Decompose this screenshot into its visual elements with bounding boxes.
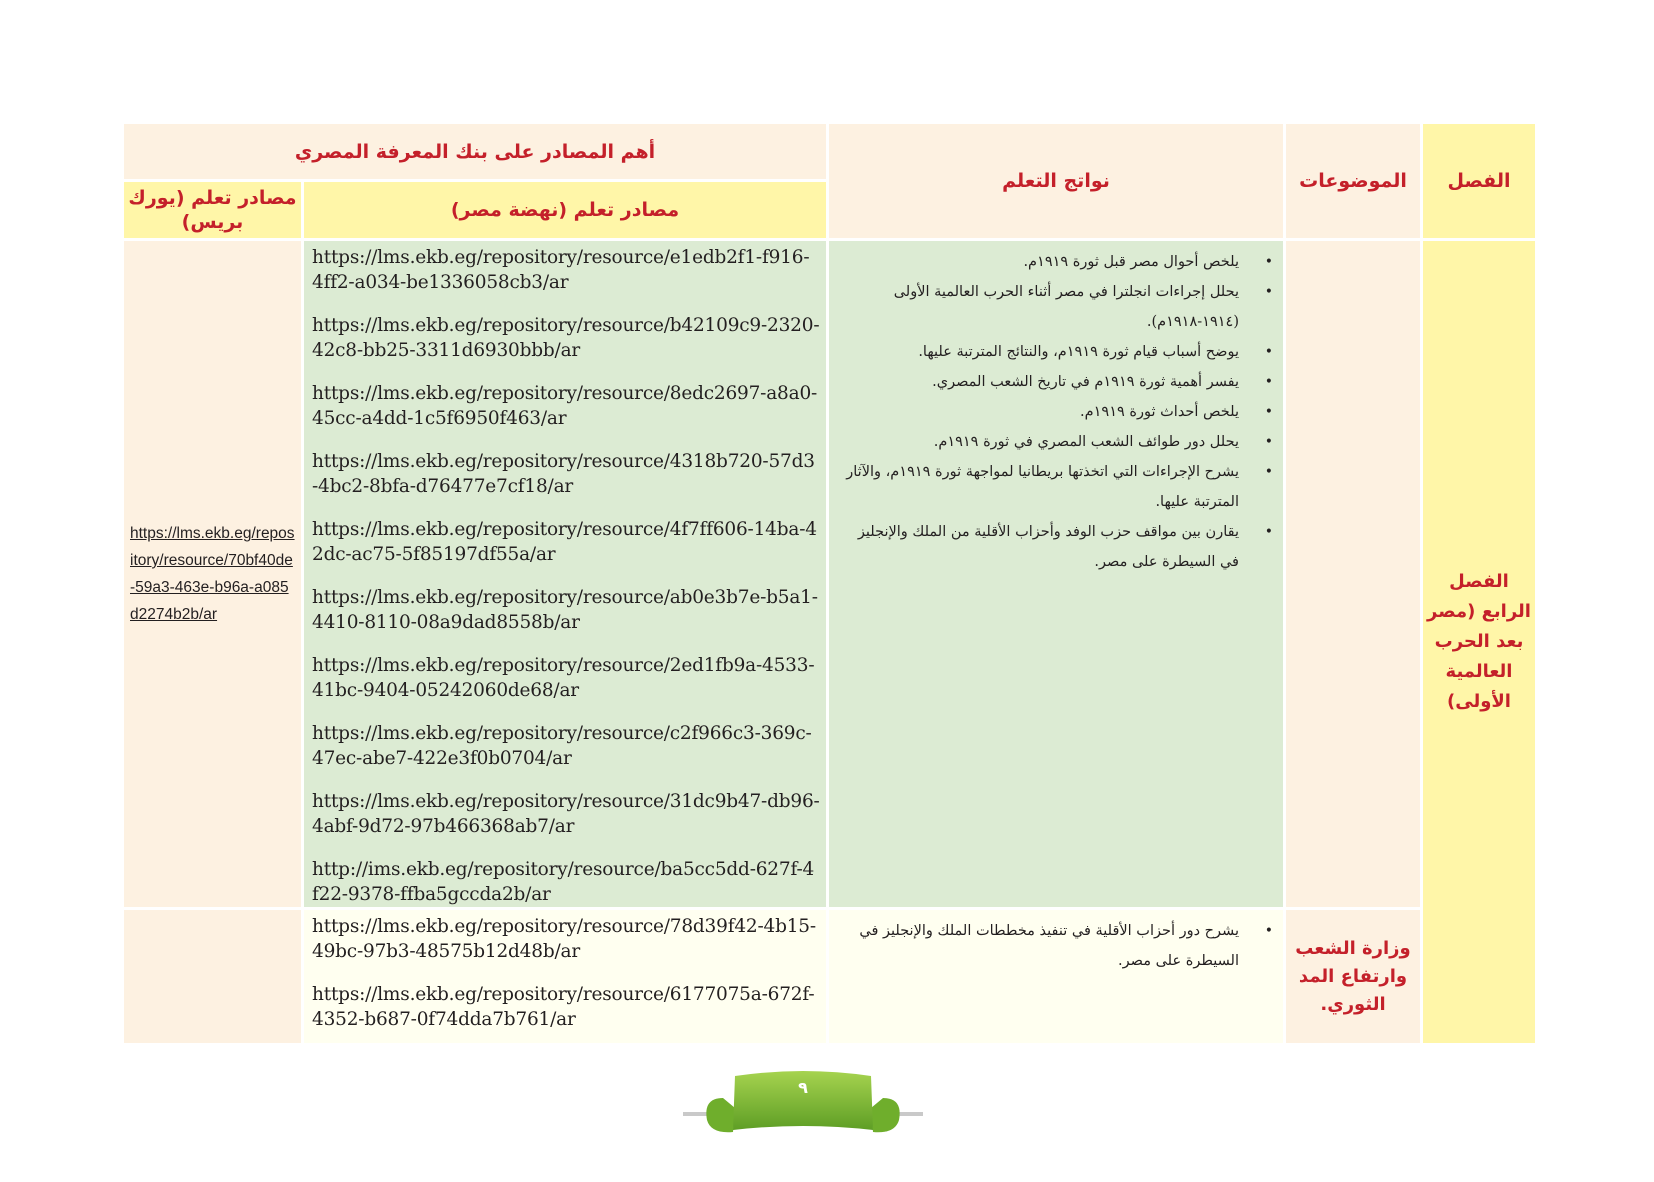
list-item: • يلخص أحداث ثورة ١٩١٩م. [835,397,1239,427]
resource-link[interactable]: https://lms.ekb.eg/repository/resource/2ed1fb9a-4533-41bc-9404-05242060de68/ar [312,655,815,701]
resource-link[interactable]: https://lms.ekb.eg/repository/resource/78d39f42-4b15-49bc-97b3-48575b12d48b/ar [312,916,816,962]
resource-link[interactable]: https://lms.ekb.eg/repository/resource/4f7ff606-14ba-42dc-ac75-5f85197df55a/ar [312,519,817,565]
nahdet-links-cell-2 [304,910,826,1043]
header-sources-group [124,124,826,179]
resource-link[interactable]: https://lms.ekb.eg/repository/resource/e1edb2f1-f916-4ff2-a034-be1336058cb3/ar [312,247,810,293]
header-chapter-label: الفصل [1447,170,1511,192]
header-nahdet-misr [304,182,826,238]
list-item: • يوضح أسباب قيام ثورة ١٩١٩م، والنتائج المترتبة عليها. [835,337,1239,367]
nahdet-links-list [304,910,826,1032]
list-item: • يلخص أحوال مصر قبل ثورة ١٩١٩م. [835,247,1239,277]
list-item: • يفسر أهمية ثورة ١٩١٩م في تاريخ الشعب المصري. [835,367,1239,397]
page-footer [683,1068,923,1140]
resource-link[interactable]: https://lms.ekb.eg/repository/resource/b42109c9-2320-42c8-bb25-3311d6930bbb/ar [312,315,820,361]
list-item: • يشرح دور أحزاب الأقلية في تنفيذ مخططات الملك والإنجليز في السيطرة على مصر. [835,916,1239,976]
nahdet-links-cell-1 [304,241,826,907]
header-outcomes-label: نواتج التعلم [1002,170,1110,192]
list-item: • يشرح الإجراءات التي اتخذتها بريطانيا لمواجهة ثورة ١٩١٩م، والآثار المترتبة عليها. [835,457,1239,517]
resource-link[interactable]: https://lms.ekb.eg/repository/resource/8edc2697-a8a0-45cc-a4dd-1c5f6950f463/ar [312,383,818,429]
header-chapter [1423,124,1535,238]
page-number: ٩ [798,1078,808,1097]
header-york-press-label: مصادر تعلم (يورك بريس) [128,187,297,233]
outcomes-cell-1 [829,241,1283,907]
curriculum-page [121,121,1538,1046]
header-nahdet-misr-label: مصادر تعلم (نهضة مصر) [450,199,680,221]
outcomes-list [829,247,1283,577]
topic-title: وزارة الشعب وارتفاع المد الثوري. [1295,937,1411,1015]
header-sources-group-label: أهم المصادر على بنك المعرفة المصري [294,140,656,163]
resource-link[interactable]: https://lms.ekb.eg/repository/resource/c2f966c3-369c-47ec-abe7-422e3f0b0704/ar [312,723,812,769]
york-link-cell-2 [124,910,301,1043]
york-link-cell-1 [124,241,301,907]
topic-cell-2 [1286,910,1420,1043]
outcomes-list [829,916,1283,976]
resource-link[interactable]: https://lms.ekb.eg/repository/resource/ab0e3b7e-b5a1-4410-8110-08a9dad8558b/ar [312,587,818,633]
resource-link[interactable]: https://lms.ekb.eg/repository/resource/6177075a-672f-4352-b687-0f74dda7b761/ar [312,984,815,1030]
header-outcomes [829,124,1283,238]
outcomes-cell-2 [829,910,1283,1043]
resource-link[interactable]: https://lms.ekb.eg/repository/resource/31dc9b47-db96-4abf-9d72-97b466368ab7/ar [312,791,820,837]
chapter-title: الفصل الرابع (مصر بعد الحرب العالمية الأولى) [1427,571,1531,712]
chapter-cell [1423,241,1535,1043]
header-york-press [124,182,301,238]
york-press-link[interactable]: https://lms.ekb.eg/repository/resource/70bf40de-59a3-463e-b96a-a085d2274b2b/ar [130,525,295,623]
topic-cell-1 [1286,241,1420,907]
header-topics [1286,124,1420,238]
list-item: • يحلل دور طوائف الشعب المصري في ثورة ١٩١٩م. [835,427,1239,457]
resource-link[interactable]: http://ims.ekb.eg/repository/resource/ba5cc5dd-627f-4f22-9378-ffba5gccda2b/ar [312,859,815,905]
curriculum-table [121,121,1538,1046]
list-item: • يقارن بين مواقف حزب الوفد وأحزاب الأقلية من الملك والإنجليز في السيطرة على مصر. [835,517,1239,577]
list-item: • يحلل إجراءات انجلترا في مصر أثناء الحرب العالمية الأولى (١٩١٤-١٩١٨م). [835,277,1239,337]
header-topics-label: الموضوعات [1299,170,1407,192]
nahdet-links-list [304,241,826,907]
resource-link[interactable]: https://lms.ekb.eg/repository/resource/4318b720-57d3-4bc2-8bfa-d76477e7cf18/ar [312,451,815,497]
